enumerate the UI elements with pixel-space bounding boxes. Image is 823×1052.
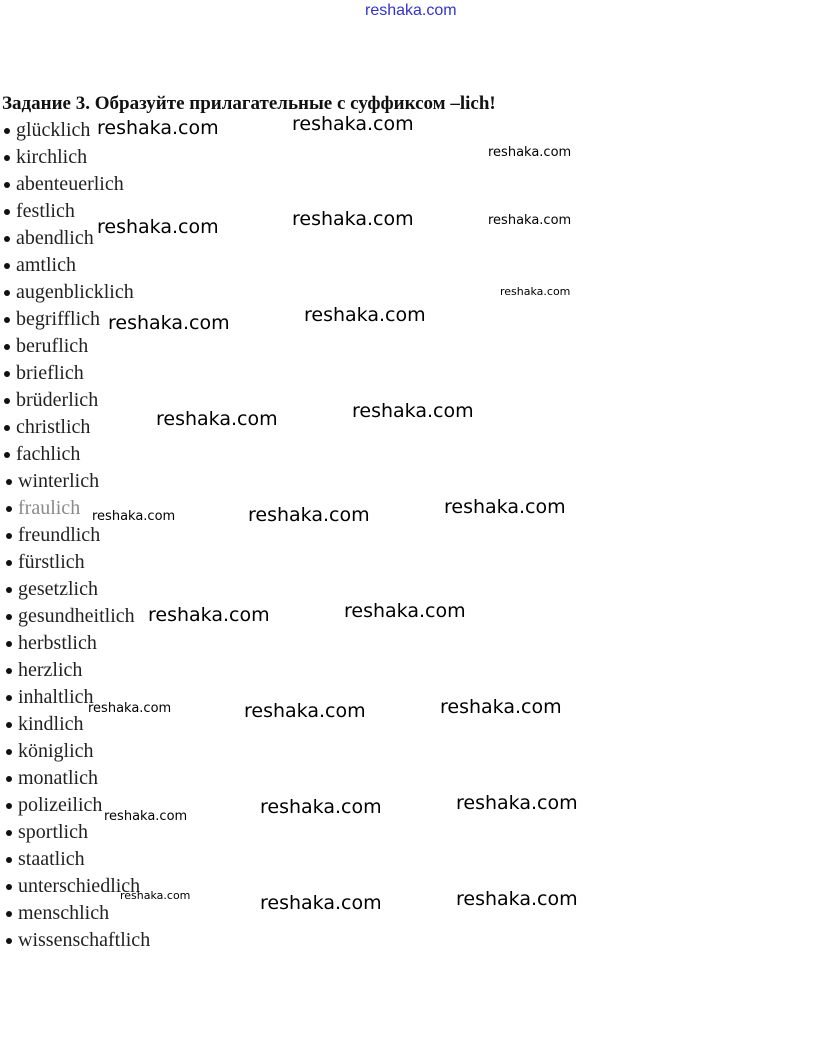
bullet-icon bbox=[4, 425, 10, 431]
bullet-icon bbox=[6, 911, 12, 917]
word-text: christlich bbox=[16, 416, 91, 438]
list-item bbox=[2, 900, 150, 927]
list-item bbox=[2, 846, 150, 873]
watermark: reshaka.com bbox=[488, 145, 572, 160]
word-text: brieflich bbox=[16, 362, 84, 384]
list-item bbox=[2, 549, 150, 576]
word-list bbox=[2, 117, 150, 954]
bullet-icon bbox=[6, 857, 12, 863]
bullet-icon bbox=[4, 317, 10, 323]
watermark: reshaka.com bbox=[104, 809, 188, 824]
list-item bbox=[2, 468, 150, 495]
word-text: herbstlich bbox=[18, 632, 97, 654]
word-text: festlich bbox=[16, 200, 75, 222]
word-text: unterschiedlich bbox=[18, 875, 141, 897]
word-text: fachlich bbox=[16, 443, 81, 465]
bullet-icon bbox=[6, 479, 12, 485]
word-text: beruflich bbox=[16, 335, 89, 357]
watermark: reshaka.com bbox=[500, 285, 571, 298]
watermark: reshaka.com bbox=[292, 208, 414, 230]
bullet-icon bbox=[4, 182, 10, 188]
word-text: königlich bbox=[18, 740, 94, 762]
list-item bbox=[2, 657, 150, 684]
word-text: sportlich bbox=[18, 821, 88, 843]
word-text: herzlich bbox=[18, 659, 83, 681]
watermark: reshaka.com bbox=[292, 113, 414, 135]
word-text: abenteuerlich bbox=[16, 173, 124, 195]
bullet-icon bbox=[6, 641, 12, 647]
bullet-icon bbox=[6, 614, 12, 620]
watermark: reshaka.com bbox=[248, 504, 370, 526]
word-text: freundlich bbox=[18, 524, 101, 546]
watermark: reshaka.com bbox=[156, 408, 278, 430]
bullet-icon bbox=[4, 452, 10, 458]
bullet-icon bbox=[6, 587, 12, 593]
list-item bbox=[2, 279, 150, 306]
list-item bbox=[2, 360, 150, 387]
list-item bbox=[2, 333, 150, 360]
bullet-icon bbox=[6, 749, 12, 755]
word-text: fürstlich bbox=[18, 551, 85, 573]
bullet-icon bbox=[6, 803, 12, 809]
word-text: kindlich bbox=[18, 713, 84, 735]
watermark: reshaka.com bbox=[108, 312, 230, 334]
bullet-icon bbox=[4, 398, 10, 404]
word-text: gesundheitlich bbox=[18, 605, 135, 627]
bullet-icon bbox=[4, 290, 10, 296]
word-text: begrifflich bbox=[16, 308, 101, 330]
word-text: brüderlich bbox=[16, 389, 99, 411]
bullet-icon bbox=[6, 776, 12, 782]
bullet-icon bbox=[4, 155, 10, 161]
word-text: winterlich bbox=[18, 470, 100, 492]
list-item bbox=[2, 171, 150, 198]
watermark: reshaka.com bbox=[97, 216, 219, 238]
word-text: abendlich bbox=[16, 227, 94, 249]
bullet-icon bbox=[6, 695, 12, 701]
word-text: wissenschaftlich bbox=[18, 929, 151, 951]
bullet-icon bbox=[6, 722, 12, 728]
watermark: reshaka.com bbox=[304, 304, 426, 326]
word-text: gesetzlich bbox=[18, 578, 98, 600]
bullet-icon bbox=[6, 668, 12, 674]
bullet-icon bbox=[4, 209, 10, 215]
list-item bbox=[2, 387, 150, 414]
bullet-icon bbox=[6, 830, 12, 836]
bullet-icon bbox=[6, 884, 12, 890]
watermark: reshaka.com bbox=[260, 796, 382, 818]
watermark: reshaka.com bbox=[244, 700, 366, 722]
bullet-icon bbox=[4, 263, 10, 269]
list-item bbox=[2, 441, 150, 468]
watermark: reshaka.com bbox=[344, 600, 466, 622]
bullet-icon bbox=[6, 506, 12, 512]
list-item bbox=[2, 738, 150, 765]
watermark: reshaka.com bbox=[352, 400, 474, 422]
word-text: monatlich bbox=[18, 767, 98, 789]
word-text: staatlich bbox=[18, 848, 85, 870]
watermark: reshaka.com bbox=[92, 509, 176, 524]
watermark: reshaka.com bbox=[97, 117, 219, 139]
watermark: reshaka.com bbox=[456, 888, 578, 910]
bullet-icon bbox=[4, 344, 10, 350]
word-text: polizeilich bbox=[18, 794, 103, 816]
word-text: inhaltlich bbox=[18, 686, 94, 708]
bullet-icon bbox=[6, 560, 12, 566]
watermark: reshaka.com bbox=[440, 696, 562, 718]
word-text: menschlich bbox=[18, 902, 110, 924]
bullet-icon bbox=[6, 938, 12, 944]
word-text: kirchlich bbox=[16, 146, 88, 168]
list-item bbox=[2, 144, 150, 171]
watermark: reshaka.com bbox=[456, 792, 578, 814]
list-item bbox=[2, 522, 150, 549]
watermark: reshaka.com bbox=[88, 701, 172, 716]
bullet-icon bbox=[4, 236, 10, 242]
list-item bbox=[2, 252, 150, 279]
list-item bbox=[2, 603, 150, 630]
task-title: Задание 3. Образуйте прилагательные с суффиксом –lich! bbox=[2, 93, 496, 114]
word-text: amtlich bbox=[16, 254, 76, 276]
bullet-icon bbox=[6, 533, 12, 539]
list-item bbox=[2, 765, 150, 792]
watermark: reshaka.com bbox=[120, 889, 191, 902]
bullet-icon bbox=[4, 128, 10, 134]
bullet-icon bbox=[4, 371, 10, 377]
list-item bbox=[2, 927, 150, 954]
list-item bbox=[2, 576, 150, 603]
watermark: reshaka.com bbox=[148, 604, 270, 626]
word-text: augenblicklich bbox=[16, 281, 134, 303]
list-item bbox=[2, 630, 150, 657]
watermark: reshaka.com bbox=[444, 496, 566, 518]
word-text: glücklich bbox=[16, 119, 91, 141]
word-text: fraulich bbox=[18, 497, 81, 519]
site-link[interactable]: reshaka.com bbox=[365, 2, 457, 19]
watermark: reshaka.com bbox=[488, 213, 572, 228]
list-item bbox=[2, 414, 150, 441]
watermark: reshaka.com bbox=[260, 892, 382, 914]
